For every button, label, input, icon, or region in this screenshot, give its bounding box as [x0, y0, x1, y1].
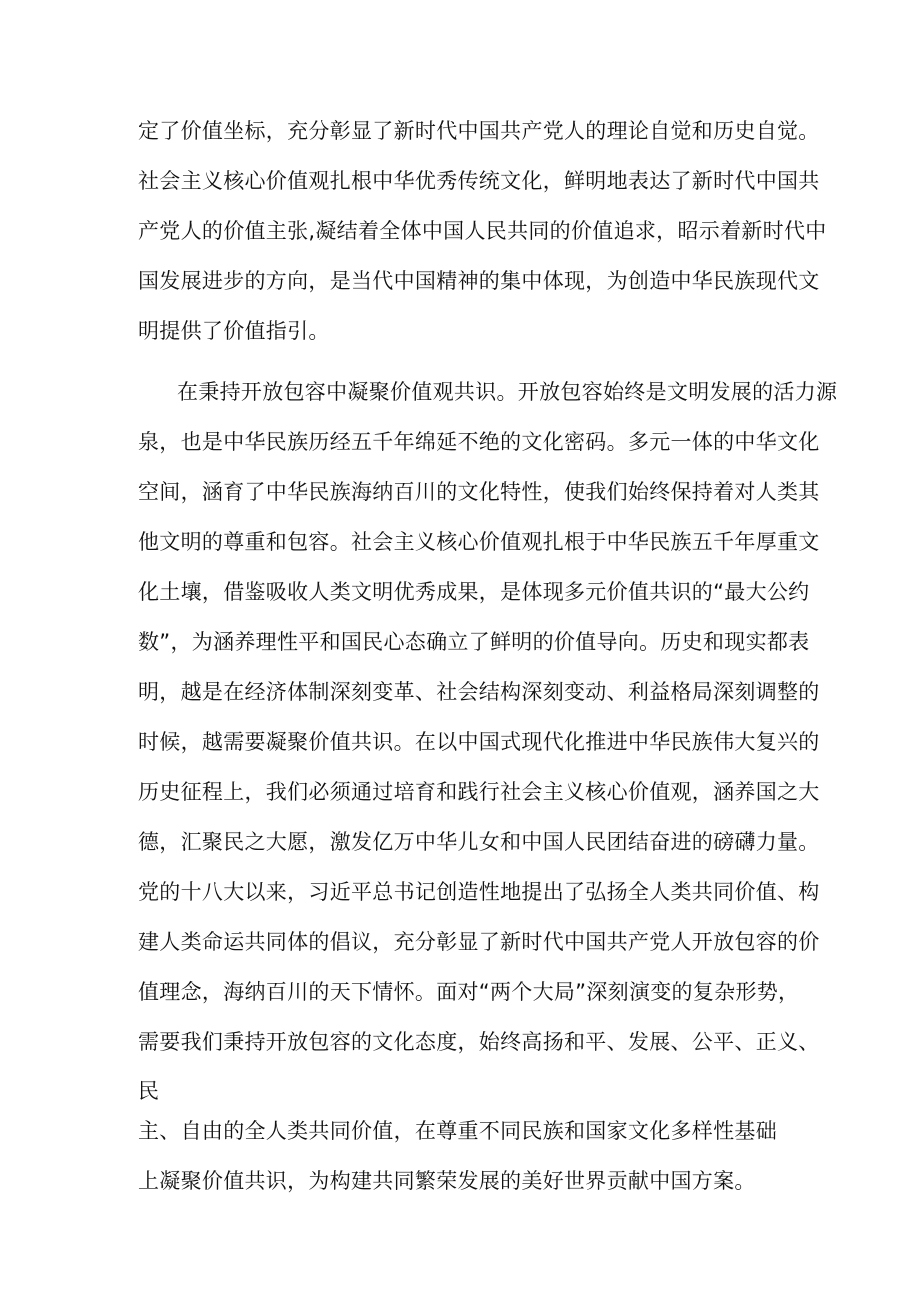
paragraph-first-line: 在秉持开放包容中凝聚价值观共识。开放包容始终是文明发展的活力源: [177, 380, 838, 404]
text-line: 社会主义核心价值观扎根中华优秀传统文化，鲜明地表达了新时代中国共: [138, 169, 820, 193]
text-line: 化土壤，借鉴吸收人类文明优秀成果，是体现多元价值共识的“最大公约: [138, 580, 810, 604]
text-line: 泉，也是中华民族历经五千年绵延不绝的文化密码。多元一体的中华文化: [138, 430, 820, 454]
text-line: 国发展进步的方向，是当代中国精神的集中体现，为创造中华民族现代文: [138, 269, 820, 293]
text-line: 时候，越需要凝聚价值共识。在以中国式现代化推进中华民族伟大复兴的: [138, 730, 820, 754]
text-line: 党的十八大以来，习近平总书记创造性地提出了弘扬全人类共同价值、构: [138, 880, 820, 904]
text-line: 德，汇聚民之大愿，激发亿万中华儿女和中国人民团结奋进的磅礴力量。: [138, 830, 820, 854]
text-line: 他文明的尊重和包容。社会主义核心价值观扎根于中华民族五千年厚重文: [138, 530, 820, 554]
text-line: 历史征程上，我们必须通过培育和践行社会主义核心价值观，涵养国之大: [138, 780, 820, 804]
text-line: 产党人的价值主张,凝结着全体中国人民共同的价值追求，昭示着新时代中: [138, 219, 827, 243]
text-line: 需要我们秉持开放包容的文化态度，始终高扬和平、发展、公平、正义、: [138, 1030, 820, 1054]
text-line: 主、自由的全人类共同价值，在尊重不同民族和国家文化多样性基础: [138, 1119, 777, 1143]
text-line: 明，越是在经济体制深刻变革、社会结构深刻变动、利益格局深刻调整的: [138, 680, 820, 704]
text-line: 值理念，海纳百川的天下情怀。面对“两个大局”深刻演变的复杂形势，: [138, 980, 800, 1004]
text-line: 明提供了价值指引。: [138, 319, 330, 343]
text-line: 空间，涵育了中华民族海纳百川的文化特性，使我们始终保持着对人类其: [138, 480, 820, 504]
text-line: 民: [138, 1079, 160, 1103]
text-line: 上凝聚价值共识，为构建共同繁荣发展的美好世界贡献中国方案。: [138, 1169, 756, 1193]
text-line: 建人类命运共同体的倡议，充分彰显了新时代中国共产党人开放包容的价: [138, 930, 820, 954]
text-line: 数”，为涵养理性平和国民心态确立了鲜明的价值导向。历史和现实都表: [138, 630, 810, 654]
text-line: 定了价值坐标，充分彰显了新时代中国共产党人的理论自觉和历史自觉。: [138, 119, 820, 143]
